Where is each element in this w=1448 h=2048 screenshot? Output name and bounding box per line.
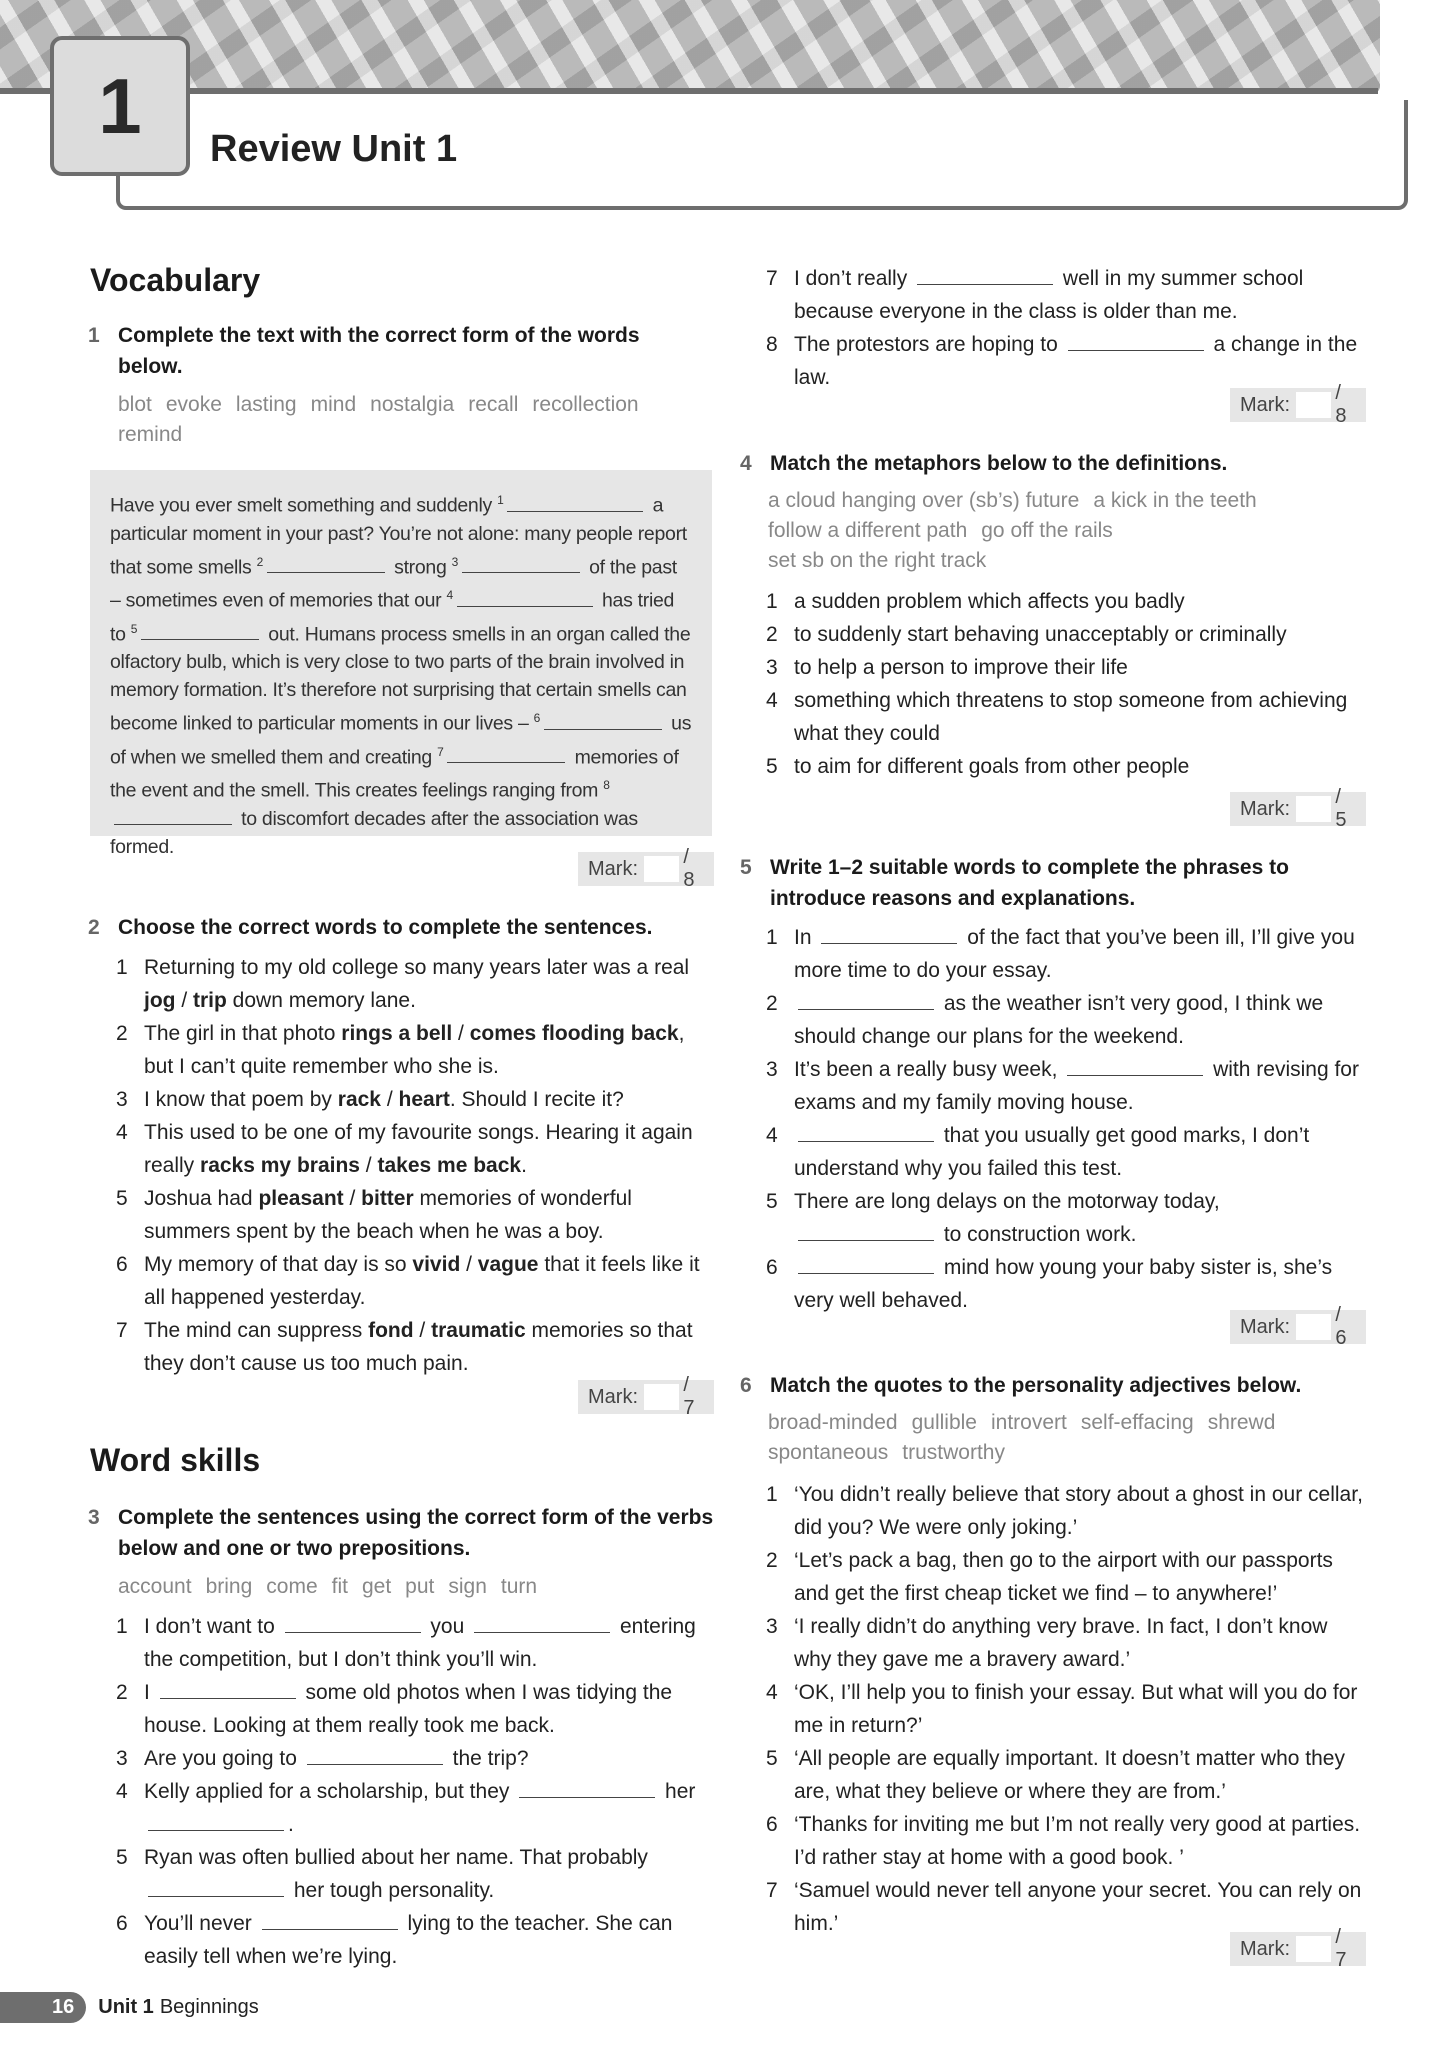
list-item: 4 This used to be one of my favourite songs. Hearing it again really racks my brains / takes me back.: [116, 1121, 693, 1177]
instruction-text: Complete the text with the correct form of the words below.: [118, 324, 640, 378]
list-item: 2 to suddenly start behaving unacceptably or criminally: [766, 623, 1287, 646]
list-item: 5 ‘All people are equally important. It doesn’t matter who they are, what they believe or where they are from.’: [766, 1747, 1345, 1803]
list-item: 3 Are you going to the trip?: [116, 1747, 529, 1770]
instruction-text: Complete the sentences using the correct form of the verbs below and one or two prepositions.: [118, 1506, 714, 1560]
mark-box[interactable]: [644, 1384, 679, 1410]
word-bank-item: bring: [205, 1575, 253, 1598]
list-item: 7 ‘Samuel would never tell anyone your secret. You can rely on him.’: [766, 1879, 1362, 1935]
list-item: 1 ‘You didn’t really believe that story about a ghost in our cellar, did you? We were only joking.’: [766, 1483, 1363, 1539]
exercise-3-items-right: [766, 262, 1370, 394]
mark-box[interactable]: [1296, 1936, 1331, 1962]
word-bank-item: remind: [118, 423, 183, 446]
footer-unit-title: Beginnings: [159, 1995, 259, 2018]
word-bank-item: account: [118, 1575, 192, 1598]
mark-box[interactable]: [1296, 796, 1331, 822]
list-item: 6 You’ll never lying to the teacher. She can easily tell when we’re lying.: [116, 1912, 673, 1968]
word-bank-item: come: [266, 1575, 318, 1598]
exercise-3-instruction: [88, 1502, 718, 1564]
exercise-1-mark: Mark: / 8: [578, 852, 714, 886]
choice-option[interactable]: comes flooding back: [469, 1022, 679, 1045]
choice-option[interactable]: fond: [368, 1319, 414, 1342]
word-bank-item: blot: [118, 393, 152, 416]
exercise-number: 3: [88, 1506, 100, 1529]
list-item: 1 a sudden problem which affects you badly: [766, 590, 1185, 613]
page-footer: [0, 1990, 259, 2024]
word-bank-item: put: [405, 1575, 435, 1598]
word-bank-item: shrewd: [1207, 1411, 1276, 1434]
exercise-4-mark: Mark: / 5: [1230, 792, 1366, 826]
word-bank-item: nostalgia: [370, 393, 455, 416]
list-item: 6 ‘Thanks for inviting me but I’m not really very good at parties. I’d rather stay at home with a good book. ’: [766, 1813, 1361, 1869]
exercise-number: 2: [88, 916, 100, 939]
list-item: 5 Joshua had pleasant / bitter memories of wonderful summers spent by the beach when he was a boy.: [116, 1187, 632, 1243]
answer-gap[interactable]: [148, 1812, 284, 1831]
exercise-number: 5: [740, 856, 752, 879]
word-bank-item: trustworthy: [902, 1441, 1005, 1464]
exercise-2-instruction: [88, 912, 718, 943]
exercise-number: 6: [740, 1374, 752, 1397]
word-bank-item: set sb on the right track: [768, 549, 987, 572]
list-item: 4 ‘OK, I’ll help you to finish your essay. But what will you do for me in return?’: [766, 1681, 1358, 1737]
word-bank-item: turn: [500, 1575, 538, 1598]
answer-gap[interactable]: [1068, 332, 1204, 351]
answer-gap[interactable]: [148, 1878, 284, 1897]
word-bank-item: recollection: [532, 393, 639, 416]
list-item: 3 I know that poem by rack / heart. Should I recite it?: [116, 1088, 624, 1111]
mark-box[interactable]: [1296, 392, 1331, 418]
answer-gap[interactable]: [798, 991, 934, 1010]
exercise-3-word-bank: [118, 1572, 718, 1602]
answer-gap[interactable]: [447, 744, 565, 763]
answer-gap[interactable]: [262, 1911, 398, 1930]
choice-option[interactable]: bitter: [361, 1187, 414, 1210]
answer-gap[interactable]: [114, 806, 232, 825]
choice-option[interactable]: rack: [337, 1088, 381, 1111]
list-item: 8 The protestors are hoping to a change in the law.: [766, 333, 1358, 389]
choice-option[interactable]: heart: [398, 1088, 450, 1111]
list-item: 4 Kelly applied for a scholarship, but they her .: [116, 1780, 696, 1836]
list-item: 3 It’s been a really busy week, with revising for exams and my family moving house.: [766, 1058, 1359, 1114]
answer-gap[interactable]: [267, 554, 385, 573]
word-bank-item: mind: [310, 393, 357, 416]
answer-gap[interactable]: [141, 621, 259, 640]
list-item: 2 The girl in that photo rings a bell / comes flooding back, but I can’t quite remember who she is.: [116, 1022, 685, 1078]
word-bank-item: sign: [448, 1575, 487, 1598]
exercise-1-word-bank: [118, 390, 718, 450]
answer-gap[interactable]: [917, 266, 1053, 285]
answer-gap[interactable]: [507, 493, 643, 512]
list-item: 1 In of the fact that you’ve been ill, I’ll give you more time to do your essay.: [766, 926, 1355, 982]
answer-gap[interactable]: [798, 1255, 934, 1274]
list-item: 1 Returning to my old college so many years later was a real jog / trip down memory lane.: [116, 956, 690, 1012]
choice-option[interactable]: trip: [193, 989, 227, 1012]
exercise-number: 4: [740, 452, 752, 475]
word-bank-item: a kick in the teeth: [1093, 489, 1257, 512]
choice-option[interactable]: vague: [477, 1253, 539, 1276]
answer-gap[interactable]: [457, 588, 593, 607]
exercise-6-items: [766, 1478, 1370, 1940]
answer-gap[interactable]: [462, 554, 580, 573]
answer-gap[interactable]: [307, 1746, 443, 1765]
list-item: 2 as the weather isn’t very good, I think we should change our plans for the weekend.: [766, 992, 1324, 1048]
exercise-2-mark: Mark: / 7: [578, 1380, 714, 1414]
word-bank-item: broad-minded: [768, 1411, 898, 1434]
word-bank-item: gullible: [911, 1411, 977, 1434]
list-item: 5 There are long delays on the motorway today, to construction work.: [766, 1190, 1220, 1246]
word-bank-item: evoke: [165, 393, 222, 416]
list-item: 7 I don’t really well in my summer school because everyone in the class is older than me.: [766, 267, 1304, 323]
exercise-4-word-bank: [768, 486, 1368, 576]
list-item: 1 I don’t want to you entering the competition, but I don’t think you’ll win.: [116, 1615, 696, 1671]
choice-option[interactable]: vivid: [412, 1253, 461, 1276]
exercise-4-instruction: [740, 448, 1370, 479]
unit-number: 1: [98, 61, 142, 150]
word-bank-item: follow a different path: [768, 519, 968, 542]
list-item: 5 to aim for different goals from other people: [766, 755, 1190, 778]
word-bank-item: spontaneous: [768, 1441, 889, 1464]
word-bank-item: fit: [331, 1575, 348, 1598]
mark-box[interactable]: [1296, 1314, 1331, 1340]
answer-gap[interactable]: [798, 1222, 934, 1241]
list-item: 4 something which threatens to stop someone from achieving what they could: [766, 689, 1348, 745]
page-number: 16: [0, 1992, 86, 2023]
list-item: 7 The mind can suppress fond / traumatic memories so that they don’t cause us too much pain.: [116, 1319, 693, 1375]
word-bank-item: introvert: [990, 1411, 1067, 1434]
list-item: 3 to help a person to improve their life: [766, 656, 1128, 679]
exercise-3-mark: Mark: / 8: [1230, 388, 1366, 422]
list-item: 2 ‘Let’s pack a bag, then go to the airport with our passports and get the first cheap ticket we find – to anywhere!’: [766, 1549, 1333, 1605]
choice-option[interactable]: rings a bell: [341, 1022, 453, 1045]
choice-option[interactable]: racks my brains: [200, 1154, 360, 1177]
list-item: 4 that you usually get good marks, I don’t understand why you failed this test.: [766, 1124, 1310, 1180]
answer-gap[interactable]: [160, 1680, 296, 1699]
answer-gap[interactable]: [519, 1779, 655, 1798]
exercise-6-word-bank: [768, 1408, 1368, 1468]
instruction-text: Choose the correct words to complete the sentences.: [118, 916, 653, 939]
answer-gap[interactable]: [798, 1123, 934, 1142]
choice-option[interactable]: jog: [144, 989, 176, 1012]
word-bank-item: lasting: [235, 393, 297, 416]
header-banner-edge: [0, 88, 1378, 94]
choice-option[interactable]: traumatic: [431, 1319, 526, 1342]
header-banner: [0, 0, 1380, 94]
word-bank-item: get: [361, 1575, 392, 1598]
exercise-4-items: [766, 585, 1370, 783]
exercise-3-items-left: [116, 1610, 714, 1973]
answer-gap[interactable]: [474, 1614, 610, 1633]
unit-number-box: [50, 36, 190, 176]
list-item: 5 Ryan was often bullied about her name. That probably her tough personality.: [116, 1846, 648, 1902]
exercise-number: 1: [88, 324, 100, 347]
answer-gap[interactable]: [1067, 1057, 1203, 1076]
word-bank-item: go off the rails: [981, 519, 1113, 542]
page-title: Review Unit 1: [210, 128, 458, 170]
list-item: 2 I some old photos when I was tidying the house. Looking at them really took me back.: [116, 1681, 673, 1737]
instruction-text: Match the metaphors below to the definitions.: [770, 452, 1228, 475]
word-bank-item: recall: [468, 393, 519, 416]
vocabulary-heading: Vocabulary: [90, 262, 261, 298]
exercise-6-instruction: [740, 1370, 1370, 1401]
answer-gap[interactable]: [821, 925, 957, 944]
word-bank-item: a cloud hanging over (sb’s) future: [768, 489, 1080, 512]
choice-option[interactable]: pleasant: [258, 1187, 344, 1210]
list-item: 6 My memory of that day is so vivid / vague that it feels like it all happened yesterday.: [116, 1253, 700, 1309]
instruction-text: Match the quotes to the personality adjectives below.: [770, 1374, 1302, 1397]
exercise-1-text: Have you ever smelt something and suddenly $^1$ a particular moment in your past? You’re not alone: many people report that some smells $^2$ strong $^3$ of the past – sometimes even of memories that our $^4$ has tried to $^5$ out. Humans process smells in an organ called the olfactory bulb, which is very close to two parts of the brain involved in memory formation. It’s therefore not surprising that certain smells can become linked to particular moments in our lives – $^6$ us of when we smelled them and creating $^7$ memories of the event and the smell. This creates feelings ranging from $^8$ to discomfort decades after the association was formed.: [90, 470, 712, 836]
list-item: 6 mind how young your baby sister is, she’s very well behaved.: [766, 1256, 1333, 1312]
list-item: 3 ‘I really didn’t do anything very brave. In fact, I don’t know why they gave me a bravery award.’: [766, 1615, 1328, 1671]
exercise-1-instruction: [88, 320, 678, 382]
exercise-5-items: [766, 921, 1370, 1317]
footer-unit: Unit 1: [98, 1995, 154, 2018]
exercise-6-mark: Mark: / 7: [1230, 1932, 1366, 1966]
answer-gap[interactable]: [285, 1614, 421, 1633]
choice-option[interactable]: takes me back: [377, 1154, 522, 1177]
exercise-5-instruction: [740, 852, 1370, 914]
word-bank-item: self-effacing: [1080, 1411, 1194, 1434]
word-skills-heading: Word skills: [90, 1442, 261, 1478]
exercise-5-mark: Mark: / 6: [1230, 1310, 1366, 1344]
exercise-2-items: [116, 951, 716, 1380]
instruction-text: Write 1–2 suitable words to complete the phrases to introduce reasons and explanations.: [770, 856, 1289, 910]
mark-box[interactable]: [644, 856, 679, 882]
answer-gap[interactable]: [544, 711, 662, 730]
